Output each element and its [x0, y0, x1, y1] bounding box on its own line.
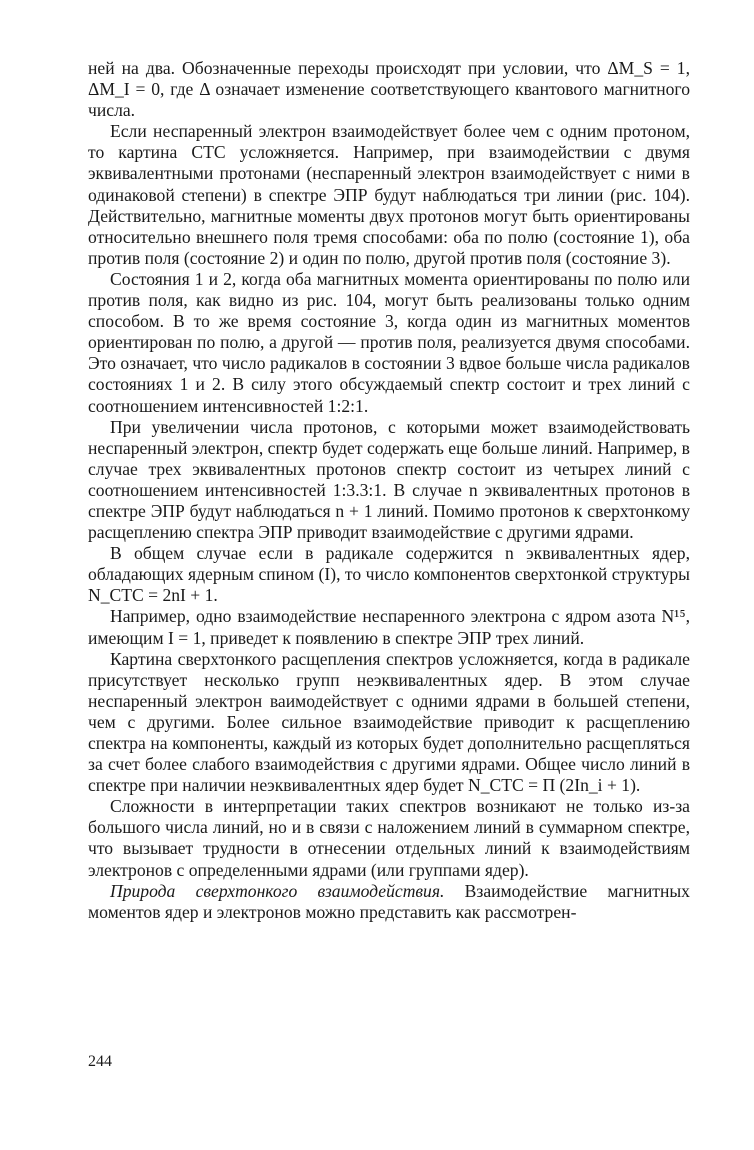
- paragraph-1: ней на два. Обозначенные переходы происходят при условии, что ΔM_S = 1, ΔM_I = 0, где Δ означает изменение соответствующего квантового магнитного числа.: [88, 58, 690, 121]
- paragraph-5: В общем случае если в радикале содержится n эквивалентных ядер, обладающих ядерным спином (I), то число компонентов сверхтонкой структуры N_СТС = 2nI + 1.: [88, 543, 690, 606]
- paragraph-3: Состояния 1 и 2, когда оба магнитных момента ориентированы по полю или против поля, как видно из рис. 104, могут быть реализованы только одним способом. В то же время состояние 3, когда один из магнитных моментов ориентирован по полю, а другой — против поля, реализуется двумя способами. Это означает, что число радикалов в состоянии 3 вдвое больше числа радикалов состояниях 1 и 2. В силу этого обсуждаемый спектр состоит и трех линий с соотношением интенсивностей 1:2:1.: [88, 268, 690, 416]
- paragraph-4: При увеличении числа протонов, с которыми может взаимодействовать неспаренный электрон, спектр будет содержать еще больше линий. Например, в случае трех эквивалентных протонов спектр состоит из четырех линий с соотношением интенсивностей 1:3.3:1. В случае n эквивалентных протонов в спектре ЭПР будут наблюдаться n + 1 линий. Помимо протонов к сверхтонкому расщеплению спектра ЭПР приводит взаимодействие с другими ядрами.: [88, 416, 690, 543]
- section-run-in-heading: Природа сверхтонкого взаимодействия.: [110, 880, 445, 901]
- paragraph-9: [88, 881, 690, 923]
- paragraph-7: Картина сверхтонкого расщепления спектров усложняется, когда в радикале присутствует несколько групп неэквивалентных ядер. В этом случае неспаренный электрон ваимодействует с одними ядрами в большей степени, чем с другими. Более сильное взаимодействие приводит к расщеплению спектра на компоненты, каждый из которых будет дополнительно расщепляться за счет более слабого взаимодействия с другими ядрами. Общее число линий в спектре при наличии неэквивалентных ядер будет N_СТС = Π (2In_i + 1).: [88, 648, 690, 796]
- paragraph-8: Сложности в интерпретации таких спектров возникают не только из-за большого числа линий, но и в связи с наложением линий в суммарном спектре, что вызывает трудности в отнесении отдельных линий к взаимодействиям электронов с определенными ядрами (или группами ядер).: [88, 796, 690, 880]
- page-number: 244: [88, 1053, 112, 1070]
- paragraph-2: Если неспаренный электрон взаимодействует более чем с одним протоном, то картина СТС усложняется. Например, при взаимодействии с двумя эквивалентными протонами (неспаренный электрон взаимодействует с ними в одинаковой степени) в спектре ЭПР будут наблюдаться три линии (рис. 104). Действительно, магнитные моменты двух протонов могут быть ориентированы относительно внешнего поля тремя способами: оба по полю (состояние 1), оба против поля (состояние 2) и один по полю, другой против поля (состояние 3).: [88, 121, 690, 268]
- page-body: [88, 58, 690, 923]
- paragraph-9-text: Взаимодействие магнитных моментов ядер и электронов можно представить как рассмотрен-: [88, 880, 690, 922]
- paragraph-6: Например, одно взаимодействие неспаренного электрона с ядром азота N¹⁵, имеющим I = 1, приведет к появлению в спектре ЭПР трех линий.: [88, 606, 690, 648]
